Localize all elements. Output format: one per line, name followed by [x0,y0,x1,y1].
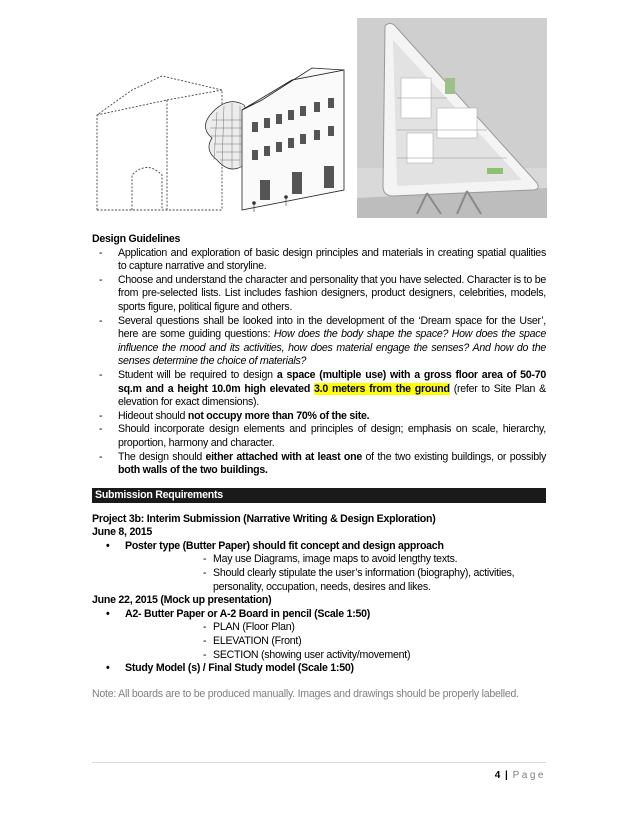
submission-date-1: June 8, 2015 [92,526,153,539]
submission-date-2: June 22, 2015 (Mock up presentation) [92,594,272,607]
axonometric-sketch-figure [92,60,347,218]
guideline-text: either attached with at least one [205,450,363,463]
submission-list-1 [92,540,546,594]
submission-item-poster [92,540,546,594]
page-number: 4 [494,770,501,781]
submission-item-board-label: A2- Butter Paper or A-2 Board in pencil (Scale 1:50) [125,607,371,620]
footer-divider [92,762,546,763]
submission-item-poster-label: Poster type (Butter Paper) should fit concept and design approach [125,539,444,552]
guideline-text: How does the body shape the space? How does the space influence the mood and its activities, how does material engage the senses? And how do the senses determine the choice of materials? [118,328,546,368]
guideline-text: Several questions shall be looked into in the development of the ‘Dream space for the User’, here are some guiding questions: [118,314,546,341]
guideline-item [92,410,546,424]
interior-render-figure [357,18,547,218]
guideline-text: Choose and understand the character and personality that you have selected. Character is to be from pre-selected lists. List includes fashion designers, product designers, celebrities, models, sports figure, political figure and others. [118,273,546,313]
guideline-text: Application and exploration of basic design principles and materials in creating spatial qualities to capture narrative and storyline. [118,246,546,273]
guideline-item [92,247,546,274]
board-sub-item: - SECTION (showing user activity/movement) [125,649,546,663]
guideline-text: not occupy more than 70% of the site. [187,409,370,422]
design-guidelines-list [92,247,546,478]
main-content [92,233,546,701]
submission-item-model: • Study Model (s) / Final Study model (Scale 1:50) [92,662,546,676]
submission-requirements-bar: Submission Requirements [92,488,546,503]
guideline-text: Hideout should [118,409,188,422]
page-footer [92,770,546,781]
design-guidelines-heading: Design Guidelines [92,233,181,245]
page-word: Page [512,770,546,781]
guideline-item [92,274,546,315]
poster-sub-item: personality, occupation, needs, desires and likes. [213,580,431,593]
guideline-text: (refer to Site Plan & elevation for exact dimensions). [118,382,546,409]
guideline-item [92,369,546,410]
board-sub-item: - ELEVATION (Front) [125,635,546,649]
guideline-text: a space (multiple use) with a gross floor area of 50-70 sq.m and a height 10.0m high elevated [118,368,546,395]
project-title: Project 3b: Interim Submission (Narrative Writing & Design Exploration) [92,512,436,525]
guideline-item [92,315,546,369]
guideline-text: The design should [118,450,206,463]
poster-sub-item: - Should clearly stipulate the user’s information (biography), activities, [125,567,546,581]
submission-item-board [92,608,546,662]
guideline-text: both walls of the two buildings. [118,464,268,477]
poster-sub-item: - May use Diagrams, image maps to avoid lengthy texts. [125,553,546,567]
board-sub-list [125,621,546,662]
poster-sub-list [125,553,546,594]
guideline-text: of the two existing buildings, or possibly [362,450,546,463]
guideline-text: Should incorporate design elements and principles of design; emphasis on scale, hierarchy, proportion, harmony and character. [118,423,546,449]
board-sub-item: - PLAN (Floor Plan) [125,621,546,635]
page-separator: | [505,770,508,781]
boards-note: Note: All boards are to be produced manually. Images and drawings should be properly labelled. [92,687,519,700]
guideline-item [92,423,546,450]
submission-list-2 [92,608,546,676]
guideline-item [92,451,546,478]
guideline-text: 3.0 meters from the ground [314,382,450,395]
guideline-text: Student will be required to design [118,368,277,381]
